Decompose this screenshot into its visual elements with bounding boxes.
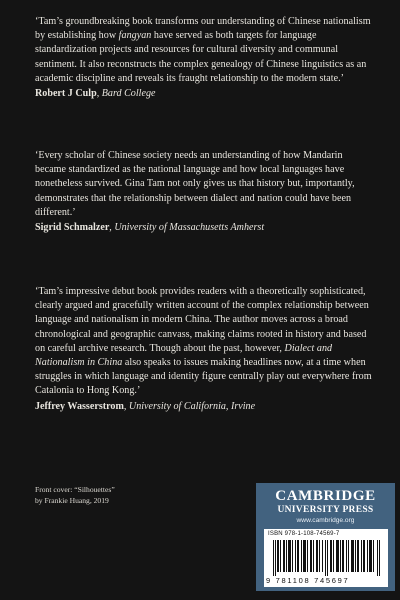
endorser-affiliation: University of California, Irvine <box>128 400 256 412</box>
endorser-affiliation: Bard College <box>101 88 156 100</box>
publisher-name: CAMBRIDGE <box>275 488 376 504</box>
endorser-name: Sigrid Schmalzer <box>35 222 110 234</box>
endorsement-quote: ‘Tam’s groundbreaking book transforms our understanding of Chinese nationalism by establishing how fangyan have served as both targets for language standardization projects and resources for cultural diversity and communal sentiment. It also reconstructs the complex genealogy of Chinese linguistics as an academic discipline and reveals its fraught relationship to the modern state.’ <box>35 16 371 84</box>
publisher-press: UNIVERSITY PRESS <box>277 505 374 515</box>
endorsement-attribution: Robert J Culp, Bard College <box>35 88 156 100</box>
publisher-box <box>256 483 395 591</box>
publisher-url: www.cambridge.org <box>296 517 355 524</box>
endorsement-3 <box>35 285 373 414</box>
barcode-digits: 9 781108 745697 <box>266 576 350 585</box>
cover-credit-line: by Frankie Huang, 2019 <box>35 495 109 505</box>
endorser-name: Robert J Culp <box>35 88 97 100</box>
endorsement-quote: ‘Every scholar of Chinese society needs an understanding of how Mandarin became standardized as the national language and how local languages have nonetheless survived. Gina Tam not only gives us that history but, importantly, demonstrates that the relationship between dialect and nation could have been different.’ <box>35 150 355 218</box>
endorser-affiliation: University of Massachusetts Amherst <box>114 222 265 234</box>
endorsement-attribution: Sigrid Schmalzer, University of Massachusetts Amherst <box>35 222 265 234</box>
endorsement-2 <box>35 149 373 235</box>
endorser-name: Jeffrey Wasserstrom <box>35 400 124 412</box>
endorsement-1 <box>35 15 373 101</box>
cover-credit-line: Front cover: “Silhouettes” <box>35 485 115 494</box>
barcode-image <box>273 540 381 576</box>
isbn-label: ISBN 978-1-108-74569-7 <box>268 531 340 537</box>
endorsement-attribution: Jeffrey Wasserstrom, University of California, Irvine <box>35 400 256 412</box>
barcode-panel <box>264 529 388 587</box>
endorsement-quote: ‘Tam’s impressive debut book provides readers with a theoretically sophisticated, clearly argued and gracefully written account of the complex relationship between language and nationalism in modern China. The author moves across a broad chronological and geographic canvass, making claims rooted in history and based on careful archive research. Though about the past, however, Dialect and Nationalism in China also speaks to issues making headlines now, at a time when struggles in which language and identity figure centrally play out everywhere from Catalonia to Hong Kong.’ <box>35 286 372 397</box>
cover-credit <box>35 485 115 506</box>
